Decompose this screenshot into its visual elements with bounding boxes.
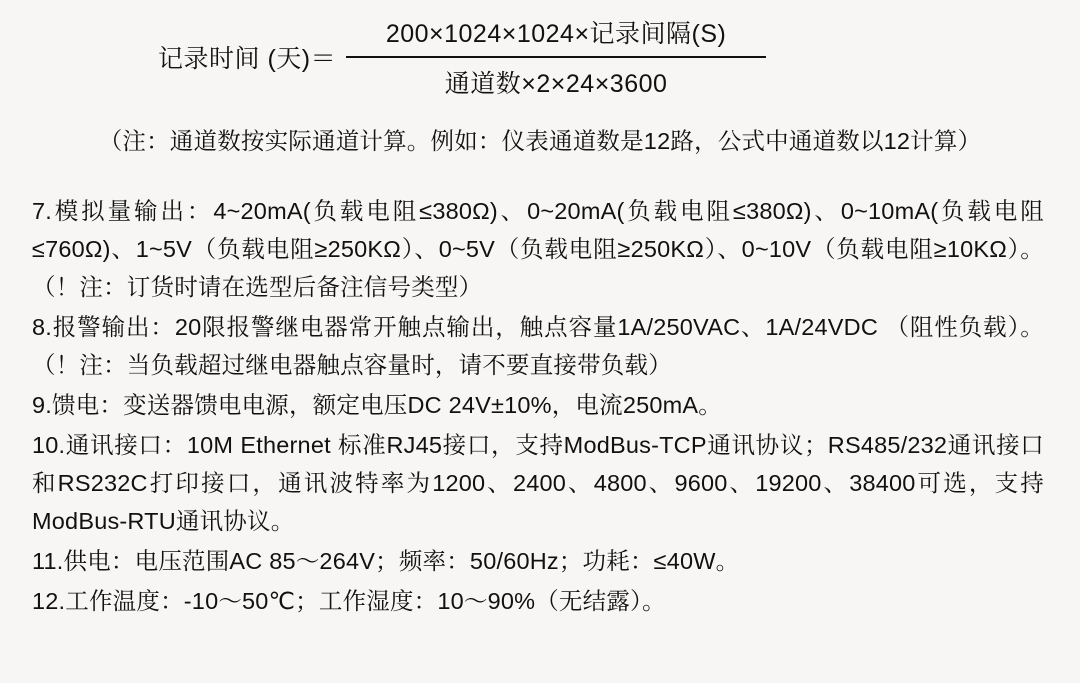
formula-note: （注：通道数按实际通道计算。例如：仪表通道数是12路，公式中通道数以12计算） [98, 128, 982, 154]
formula-left-side: 记录时间 (天)＝ [158, 45, 337, 73]
formula-numerator: 200×1024×1024×记录间隔(S) [385, 20, 727, 48]
formula-block [18, 0, 1062, 100]
spec-item-11: 11.供电：电压范围AC 85～264V；频率：50/60Hz；功耗：≤40W。 [32, 548, 740, 574]
specification-list [18, 192, 1062, 620]
spec-item-10: 10.通讯接口：10M Ethernet 标准RJ45接口，支持ModBus-TCP通讯协议；RS485/232通讯接口和RS232C打印接口，通讯波特率为1200、2400、4800、9600、19200、38400可选，支持ModBus-RTU通讯协议。 [32, 432, 1044, 534]
spec-item-12: 12.工作温度：-10～50℃；工作湿度：10～90%（无结露）。 [32, 588, 666, 614]
spec-item-8: 8.报警输出：20限报警继电器常开触点输出，触点容量1A/250VAC、1A/24VDC （阻性负载）。（！注：当负载超过继电器触点容量时，请不要直接带负载） [32, 314, 1044, 378]
formula-fraction [346, 14, 766, 100]
spec-item-9: 9.馈电：变送器馈电电源，额定电压DC 24V±10%，电流250mA。 [32, 392, 722, 418]
formula-denominator: 通道数×2×24×3600 [444, 70, 668, 98]
spec-item-7: 7.模拟量输出：4~20mA(负载电阻≤380Ω)、0~20mA(负载电阻≤380Ω)、0~10mA(负载电阻≤760Ω)、1~5V（负载电阻≥250KΩ）、0~5V（负载电阻≥250KΩ）、0~10V（负载电阻≥10KΩ）。（！注：订货时请在选型后备注信号类型） [32, 198, 1044, 300]
